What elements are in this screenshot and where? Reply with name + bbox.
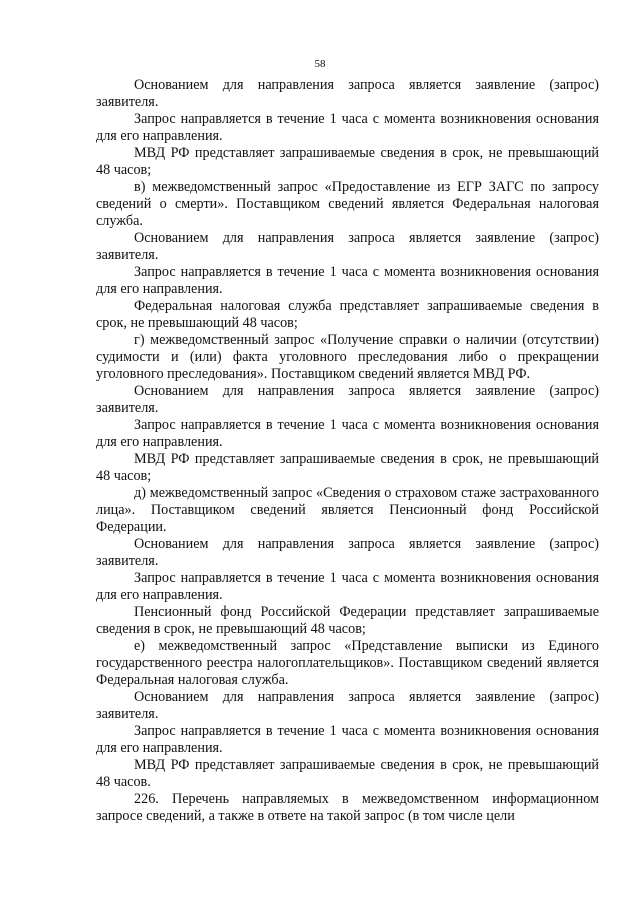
paragraph: г) межведомственный запрос «Получение справки о наличии (отсутствии) судимости и (или) факта уголовного преследования либо о прекращении уголовного преследования». Поставщиком сведений является МВД РФ.	[96, 332, 599, 382]
paragraph: Запрос направляется в течение 1 часа с момента возникновения основания для его направления.	[96, 111, 599, 144]
paragraph: 226. Перечень направляемых в межведомственном информационном запросе сведений, а также в ответе на такой запрос (в том числе цели	[96, 791, 599, 824]
paragraph: Запрос направляется в течение 1 часа с момента возникновения основания для его направления.	[96, 264, 599, 297]
paragraph: Запрос направляется в течение 1 часа с момента возникновения основания для его направления.	[96, 723, 599, 756]
paragraph: Основанием для направления запроса является заявление (запрос) заявителя.	[96, 77, 599, 110]
paragraph: Запрос направляется в течение 1 часа с момента возникновения основания для его направления.	[96, 417, 599, 450]
paragraph: Основанием для направления запроса является заявление (запрос) заявителя.	[96, 383, 599, 416]
document-body	[96, 77, 599, 825]
page-number: 58	[314, 58, 326, 70]
paragraph: е) межведомственный запрос «Представление выписки из Единого государственного реестра налогоплательщиков». Поставщиком сведений является Федеральная налоговая служба.	[96, 638, 599, 688]
paragraph: Основанием для направления запроса является заявление (запрос) заявителя.	[96, 689, 599, 722]
paragraph: Основанием для направления запроса является заявление (запрос) заявителя.	[96, 230, 599, 263]
paragraph: в) межведомственный запрос «Предоставление из ЕГР ЗАГС по запросу сведений о смерти». Поставщиком сведений является Федеральная налоговая служба.	[96, 179, 599, 229]
paragraph: МВД РФ представляет запрашиваемые сведения в срок, не превышающий 48 часов;	[96, 145, 599, 178]
paragraph: Пенсионный фонд Российской Федерации представляет запрашиваемые сведения в срок, не превышающий 48 часов;	[96, 604, 599, 637]
paragraph: Запрос направляется в течение 1 часа с момента возникновения основания для его направления.	[96, 570, 599, 603]
paragraph: МВД РФ представляет запрашиваемые сведения в срок, не превышающий 48 часов;	[96, 451, 599, 484]
paragraph: Федеральная налоговая служба представляет запрашиваемые сведения в срок, не превышающий 48 часов;	[96, 298, 599, 331]
paragraph: МВД РФ представляет запрашиваемые сведения в срок, не превышающий 48 часов.	[96, 757, 599, 790]
paragraph: д) межведомственный запрос «Сведения о страховом стаже застрахованного лица». Поставщиком сведений является Пенсионный фонд Российской Федерации.	[96, 485, 599, 535]
paragraph: Основанием для направления запроса является заявление (запрос) заявителя.	[96, 536, 599, 569]
